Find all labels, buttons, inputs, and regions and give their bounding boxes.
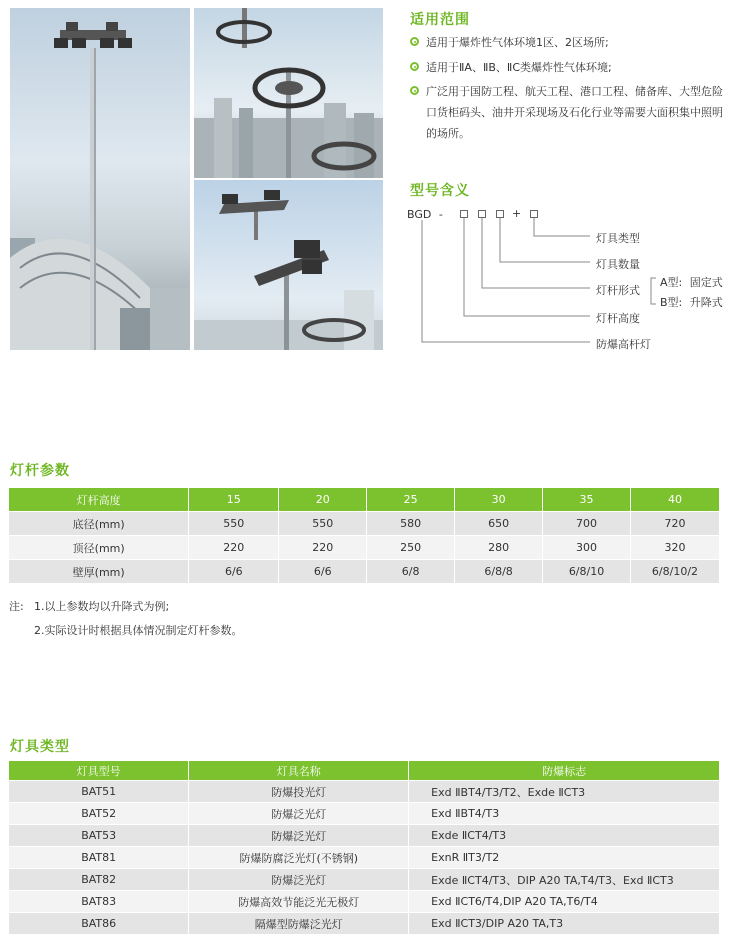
table-cell: 700 bbox=[543, 512, 631, 536]
note-item: 2.实际设计时根据具体情况制定灯杆参数。 bbox=[34, 624, 243, 637]
table-cell: Exde ⅡCT4/T3、DIP A20 TA,T4/T3、Exd ⅡCT3 bbox=[409, 869, 720, 891]
table-cell: 防爆高效节能泛光无极灯 bbox=[189, 891, 409, 913]
ring-lamp-photo bbox=[194, 8, 383, 178]
header-cell: 30 bbox=[455, 488, 543, 512]
table-cell: BAT82 bbox=[9, 869, 189, 891]
table-cell: 6/8 bbox=[367, 560, 455, 584]
table-cell: BAT81 bbox=[9, 847, 189, 869]
type-a-value: 固定式 bbox=[689, 276, 723, 289]
table-row bbox=[9, 781, 720, 803]
type-a bbox=[660, 274, 723, 290]
floodlight-head-photo bbox=[194, 180, 383, 350]
application-item bbox=[410, 81, 730, 144]
table-cell: BAT51 bbox=[9, 781, 189, 803]
header-cell: 防爆标志 bbox=[409, 761, 720, 781]
table-row bbox=[9, 560, 720, 584]
type-b-key: B型: bbox=[660, 296, 683, 309]
table-row bbox=[9, 847, 720, 869]
table-cell: 720 bbox=[630, 512, 719, 536]
table-row bbox=[9, 825, 720, 847]
application-title: 适用范围 bbox=[410, 12, 470, 28]
header-cell: 15 bbox=[189, 488, 279, 512]
header-cell: 35 bbox=[543, 488, 631, 512]
table-header-row bbox=[9, 488, 720, 512]
table-cell: 220 bbox=[189, 536, 279, 560]
table-cell: 6/6 bbox=[189, 560, 279, 584]
table-row bbox=[9, 891, 720, 913]
table-cell: 580 bbox=[367, 512, 455, 536]
table-row bbox=[9, 536, 720, 560]
type-bracket bbox=[648, 276, 658, 306]
table-row bbox=[9, 512, 720, 536]
application-item bbox=[410, 57, 730, 78]
pole-params-title: 灯杆参数 bbox=[10, 463, 70, 479]
bullet-icon bbox=[410, 62, 419, 71]
table-cell: Exde ⅡCT4/T3 bbox=[409, 825, 720, 847]
table-row bbox=[9, 913, 720, 935]
header-cell: 40 bbox=[630, 488, 719, 512]
high-mast-photo bbox=[10, 8, 190, 350]
header-cell: 灯杆高度 bbox=[9, 488, 189, 512]
type-b-value: 升降式 bbox=[689, 296, 723, 309]
table-cell: 防爆防腐泛光灯(不锈钢) bbox=[189, 847, 409, 869]
model-code-prefix: BGD bbox=[407, 208, 432, 221]
model-meaning-connectors bbox=[410, 212, 590, 352]
table-row bbox=[9, 803, 720, 825]
table-cell: 防爆泛光灯 bbox=[189, 825, 409, 847]
table-cell: 6/8/8 bbox=[455, 560, 543, 584]
note-label: 注: bbox=[9, 600, 24, 613]
pole-params-table bbox=[9, 488, 720, 584]
table-cell: 防爆泛光灯 bbox=[189, 869, 409, 891]
table-cell: BAT53 bbox=[9, 825, 189, 847]
table-cell: 550 bbox=[189, 512, 279, 536]
model-code-dash: - bbox=[438, 208, 443, 221]
header-cell: 灯具名称 bbox=[189, 761, 409, 781]
application-item-text: 适用于ⅡA、ⅡB、ⅡC类爆炸性气体环境; bbox=[426, 61, 612, 74]
table-cell: 280 bbox=[455, 536, 543, 560]
bullet-icon bbox=[410, 86, 419, 95]
table-cell: 防爆投光灯 bbox=[189, 781, 409, 803]
table-cell: 220 bbox=[279, 536, 367, 560]
model-code-plus: + bbox=[512, 207, 522, 220]
table-cell: Exd ⅡCT6/T4,DIP A20 TA,T6/T4 bbox=[409, 891, 720, 913]
application-item-text: 适用于爆炸性气体环境1区、2区场所; bbox=[426, 36, 609, 49]
model-meaning-title: 型号含义 bbox=[410, 183, 470, 199]
table-cell: 隔爆型防爆泛光灯 bbox=[189, 913, 409, 935]
table-cell: 防爆泛光灯 bbox=[189, 803, 409, 825]
table-cell: 底径(mm) bbox=[9, 512, 189, 536]
label-lamp-quantity: 灯具数量 bbox=[596, 258, 640, 271]
table-cell: BAT86 bbox=[9, 913, 189, 935]
application-item bbox=[410, 32, 730, 53]
table-cell: 320 bbox=[630, 536, 719, 560]
lamp-types-title: 灯具类型 bbox=[10, 739, 70, 755]
table-cell: 6/8/10/2 bbox=[630, 560, 719, 584]
table-cell: 顶径(mm) bbox=[9, 536, 189, 560]
high-mast-illustration bbox=[10, 8, 190, 350]
floodlight-head-illustration bbox=[194, 180, 383, 350]
table-cell: 650 bbox=[455, 512, 543, 536]
label-lamp-type: 灯具类型 bbox=[596, 232, 640, 245]
table-cell: Exd ⅡBT4/T3 bbox=[409, 803, 720, 825]
table-cell: 250 bbox=[367, 536, 455, 560]
table-cell: Exd ⅡCT3/DIP A20 TA,T3 bbox=[409, 913, 720, 935]
table-cell: 6/8/10 bbox=[543, 560, 631, 584]
label-pole-form: 灯杆形式 bbox=[596, 284, 640, 297]
type-b bbox=[660, 294, 723, 310]
table-cell: 300 bbox=[543, 536, 631, 560]
header-cell: 20 bbox=[279, 488, 367, 512]
table-cell: BAT52 bbox=[9, 803, 189, 825]
bullet-icon bbox=[410, 37, 419, 46]
application-item-text: 广泛用于国防工程、航天工程、港口工程、储备库、大型危险口货柜码头、油井开采现场及石化行业等需要大面积集中照明的场所。 bbox=[426, 85, 723, 140]
table-cell: 550 bbox=[279, 512, 367, 536]
header-cell: 灯具型号 bbox=[9, 761, 189, 781]
table-row bbox=[9, 869, 720, 891]
header-cell: 25 bbox=[367, 488, 455, 512]
table-cell: BAT83 bbox=[9, 891, 189, 913]
table-cell: 壁厚(mm) bbox=[9, 560, 189, 584]
lamp-types-table bbox=[9, 761, 720, 935]
label-explosion-proof-mast: 防爆高杆灯 bbox=[596, 338, 651, 351]
table-cell: Exd ⅡBT4/T3/T2、Exde ⅡCT3 bbox=[409, 781, 720, 803]
label-pole-height: 灯杆高度 bbox=[596, 312, 640, 325]
table-cell: 6/6 bbox=[279, 560, 367, 584]
note-item: 1.以上参数均以升降式为例; bbox=[34, 600, 170, 613]
ring-lamp-illustration bbox=[194, 8, 383, 178]
type-a-key: A型: bbox=[660, 276, 683, 289]
table-header-row bbox=[9, 761, 720, 781]
table-cell: ExnR ⅡT3/T2 bbox=[409, 847, 720, 869]
